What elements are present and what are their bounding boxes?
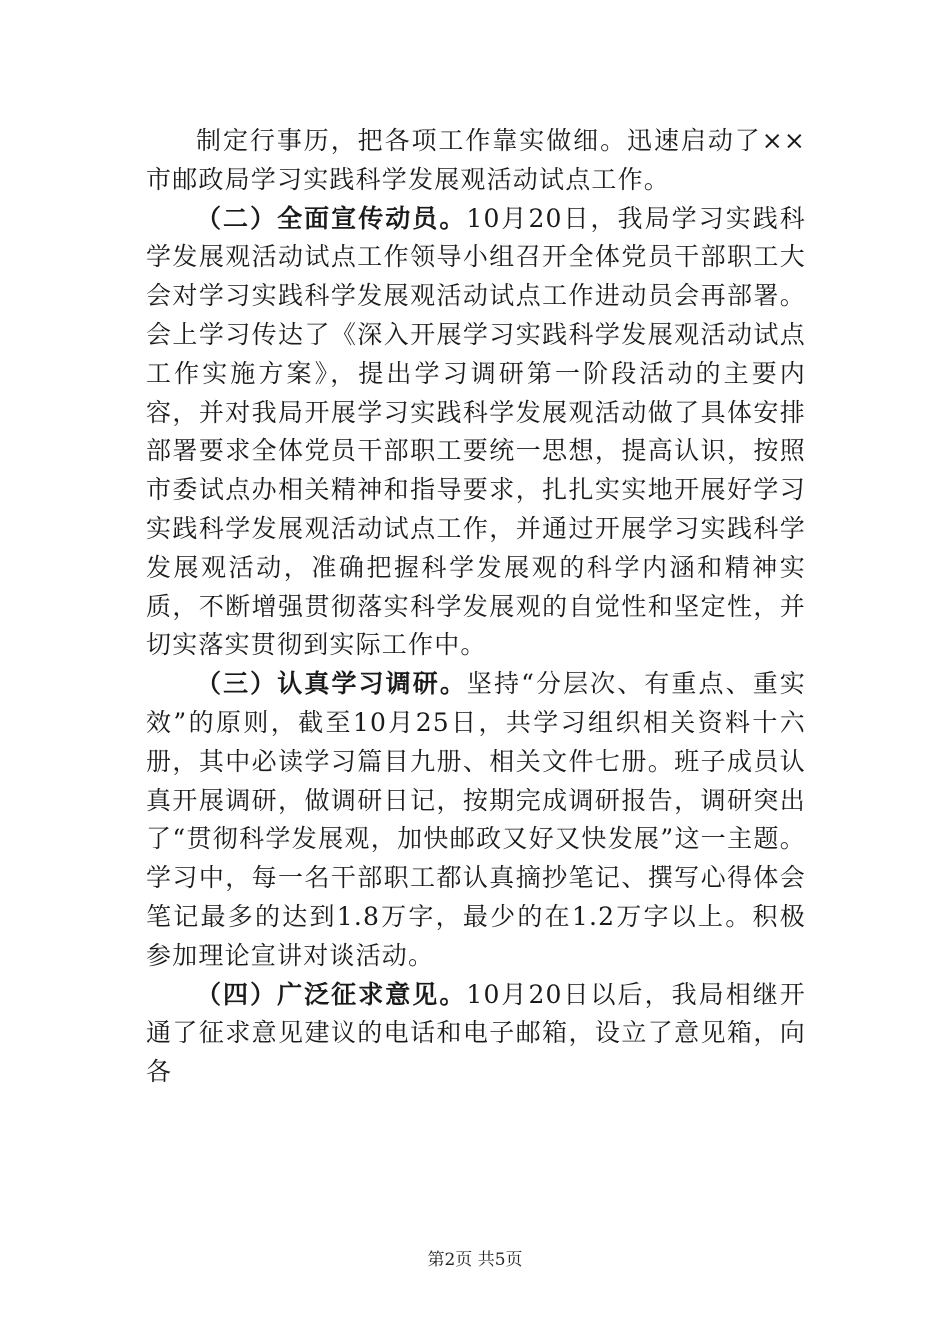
paragraph-2 (146, 200, 806, 666)
paragraph-2-heading: （二）全面宣传动员。 (196, 203, 467, 233)
paragraph-3-text: 坚持“分层次、有重点、重实效”的原则，截至10月25日，共学习组织相关资料十六册，其中必读学习篇目九册、相关文件七册。班子成员认真开展调研，做调研日记，按期完成调研报告，调研突出了“贯彻科学发展观，加快邮政又好又快发展”这一主题。学习中，每一名干部职工都认真摘抄笔记、撰写心得体会笔记最多的达到1.8万字，最少的在1.2万字以上。积极参加理论宣讲对谈活动。 (146, 669, 806, 970)
page-footer: 第2页 共5页 (427, 1250, 523, 1270)
paragraph-2-text: 10月20日，我局学习实践科学发展观活动试点工作领导小组召开全体党员干部职工大会对学习实践科学发展观活动试点工作进动员会再部署。会上学习传达了《深入开展学习实践科学发展观活动试点工作实施方案》，提出学习调研第一阶段活动的主要内容，并对我局开展学习实践科学发展观活动做了具体安排部署要求全体党员干部职工要统一思想，提高认识，按照市委试点办相关精神和指导要求，扎扎实实地开展好学习实践科学发展观活动试点工作，并通过开展学习实践科学发展观活动，准确把握科学发展观的科学内涵和精神实质，不断增强贯彻落实科学发展观的自觉性和坚定性，并切实落实贯彻到实际工作中。 (146, 203, 806, 660)
paragraph-3-heading: （三）认真学习调研。 (196, 669, 467, 699)
paragraph-4 (146, 976, 806, 1092)
paragraph-1-text: 制定行事历，把各项工作靠实做细。迅速启动了××市邮政局学习实践科学发展观活动试点工作。 (146, 126, 806, 194)
paragraph-1 (146, 122, 806, 200)
paragraph-4-heading: （四）广泛征求意见。 (196, 979, 467, 1009)
document-body (146, 122, 806, 1092)
paragraph-4-text: 10月20日以后，我局相继开通了征求意见建议的电话和电子邮箱，设立了意见箱，向各 (146, 979, 806, 1087)
paragraph-3 (146, 665, 806, 975)
